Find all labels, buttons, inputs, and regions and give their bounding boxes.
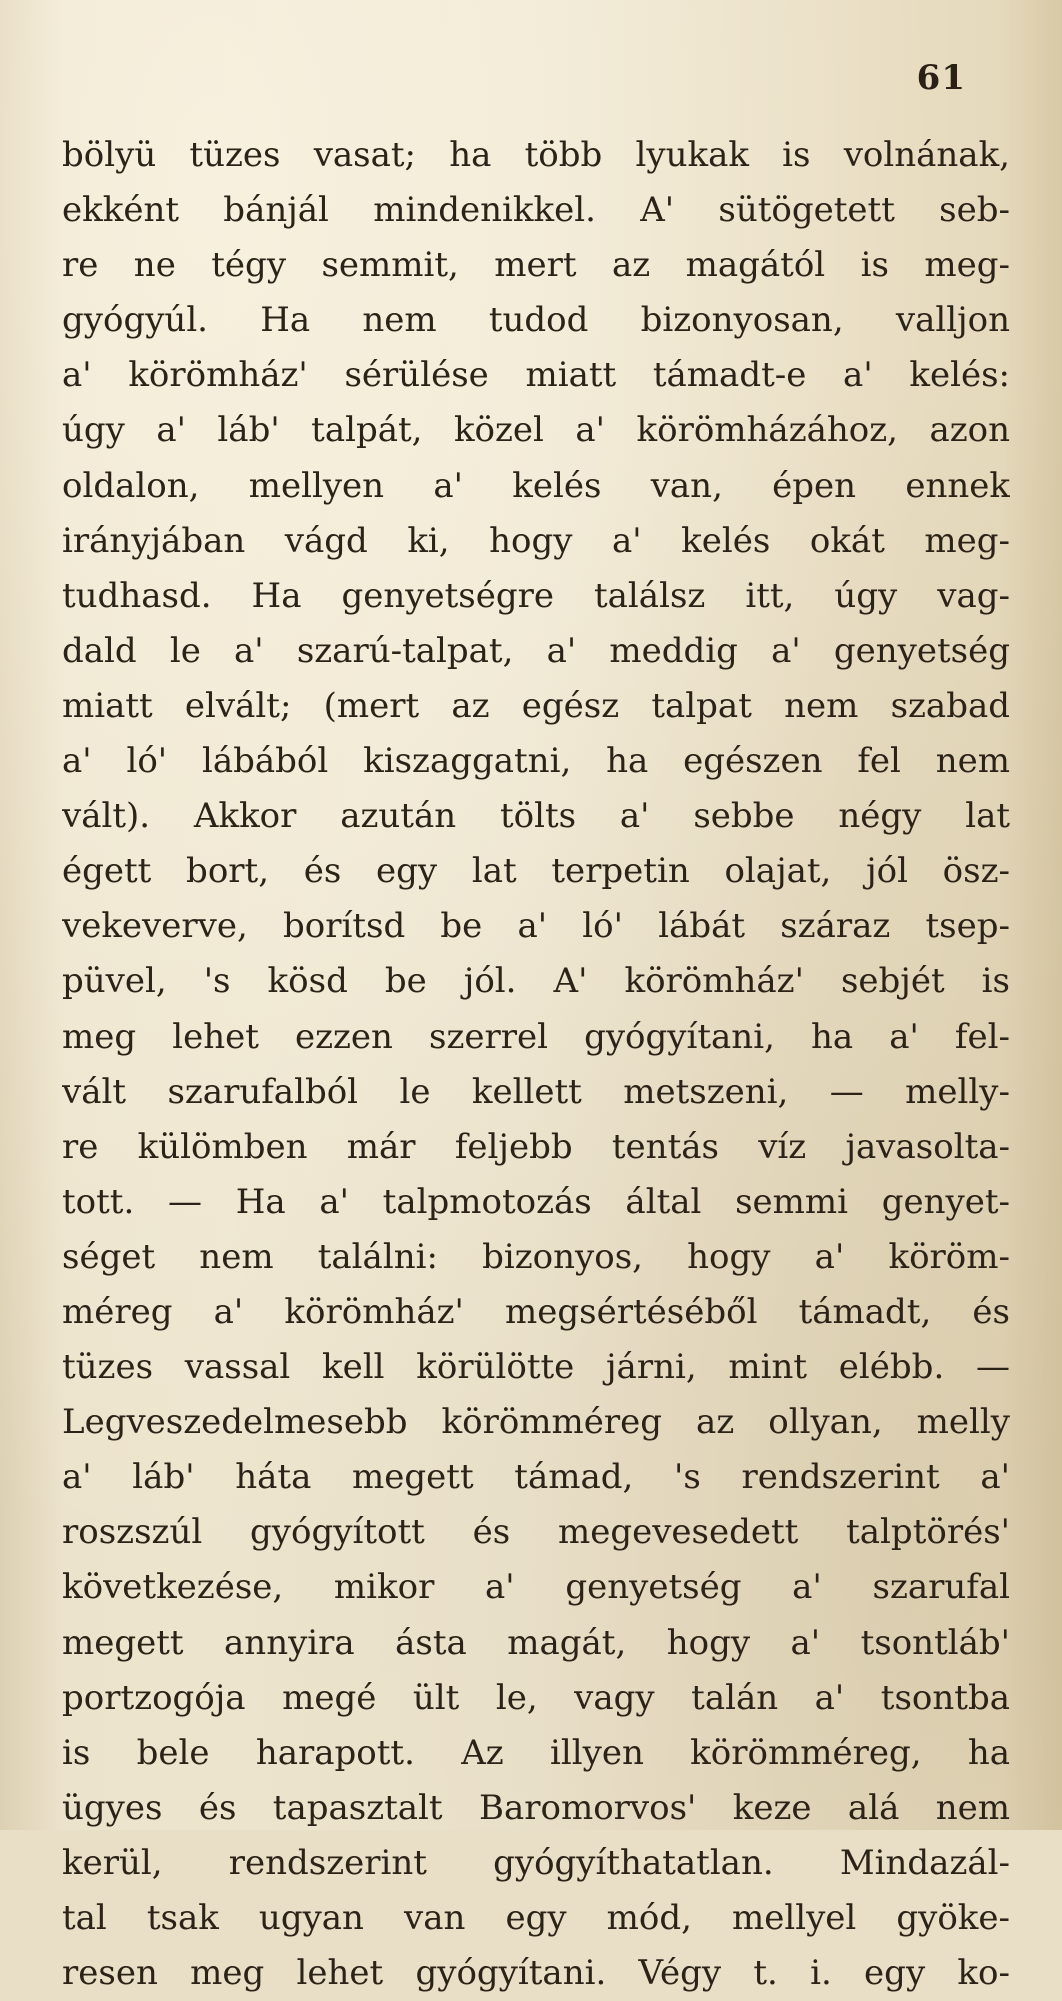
text-line: re külömben már feljebb tentás víz javasolta- bbox=[62, 1126, 1010, 1167]
text-line: tudhasd. Ha genyetségre találsz itt, úgy vag- bbox=[62, 575, 1010, 616]
text-line: tüzes vassal kell körülötte járni, mint elébb. — bbox=[62, 1347, 1010, 1388]
page-number: 61 bbox=[916, 58, 966, 98]
text-line: portzogója megé ült le, vagy talán a' tsontba bbox=[62, 1677, 1010, 1718]
text-line: a' körömház' sérülése miatt támadt-e a' kelés: bbox=[62, 355, 1010, 396]
text-line: ekként bánjál mindenikkel. A' sütögetett seb- bbox=[62, 190, 1010, 231]
text-line: dald le a' szarú-talpat, a' meddig a' genyetség bbox=[62, 630, 1010, 671]
text-line: roszszúl gyógyított és megevesedett talptörés' bbox=[62, 1512, 1010, 1553]
body-text bbox=[62, 128, 1010, 2001]
text-line: püvel, 's kösd be jól. A' körömház' sebjét is bbox=[62, 961, 1010, 1002]
text-line: re ne tégy semmit, mert az magától is meg- bbox=[62, 245, 1010, 286]
text-line: oldalon, mellyen a' kelés van, épen ennek bbox=[62, 465, 1010, 506]
text-line: meg lehet ezzen szerrel gyógyítani, ha a' fel- bbox=[62, 1016, 1010, 1057]
text-line: vált szarufalból le kellett metszeni, — melly- bbox=[62, 1071, 1010, 1112]
text-line: úgy a' láb' talpát, közel a' körömházához, azon bbox=[62, 410, 1010, 451]
text-line: kerül, rendszerint gyógyíthatatlan. Mindazál- bbox=[62, 1842, 1010, 1883]
text-line: vekeverve, borítsd be a' ló' lábát száraz tsep- bbox=[62, 906, 1010, 947]
text-line: séget nem találni: bizonyos, hogy a' köröm- bbox=[62, 1236, 1010, 1277]
text-line: bölyü tüzes vasat; ha több lyukak is volnának, bbox=[62, 135, 1010, 175]
text-line: a' láb' háta megett támad, 's rendszerint a' bbox=[62, 1457, 1010, 1498]
text-line: irányjában vágd ki, hogy a' kelés okát meg- bbox=[62, 520, 1010, 561]
text-line: resen meg lehet gyógyítani. Végy t. i. egy ko- bbox=[62, 1953, 1010, 1994]
text-line: a' ló' lábából kiszaggatni, ha egészen fel nem bbox=[62, 741, 1010, 782]
text-line: tal tsak ugyan van egy mód, mellyel gyöke- bbox=[62, 1898, 1010, 1938]
text-line: Legveszedelmesebb körömméreg az ollyan, melly bbox=[62, 1402, 1010, 1443]
text-line: gyógyúl. Ha nem tudod bizonyosan, valljon bbox=[62, 300, 1010, 341]
text-line: következése, mikor a' genyetség a' szarufal bbox=[62, 1567, 1010, 1608]
text-line: is bele harapott. Az illyen körömméreg, ha bbox=[62, 1732, 1010, 1773]
text-line: ügyes és tapasztalt Baromorvos' keze alá nem bbox=[62, 1787, 1010, 1828]
text-line: égett bort, és egy lat terpetin olajat, jól ösz- bbox=[62, 851, 1010, 892]
text-line: tott. — Ha a' talpmotozás által semmi genyet- bbox=[62, 1181, 1010, 1222]
text-line: megett annyira ásta magát, hogy a' tsontláb' bbox=[62, 1622, 1010, 1663]
text-line: méreg a' körömház' megsértéséből támadt, és bbox=[62, 1291, 1010, 1332]
text-line: vált). Akkor azután tölts a' sebbe négy lat bbox=[62, 796, 1010, 837]
text-line: miatt elvált; (mert az egész talpat nem szabad bbox=[62, 685, 1010, 726]
